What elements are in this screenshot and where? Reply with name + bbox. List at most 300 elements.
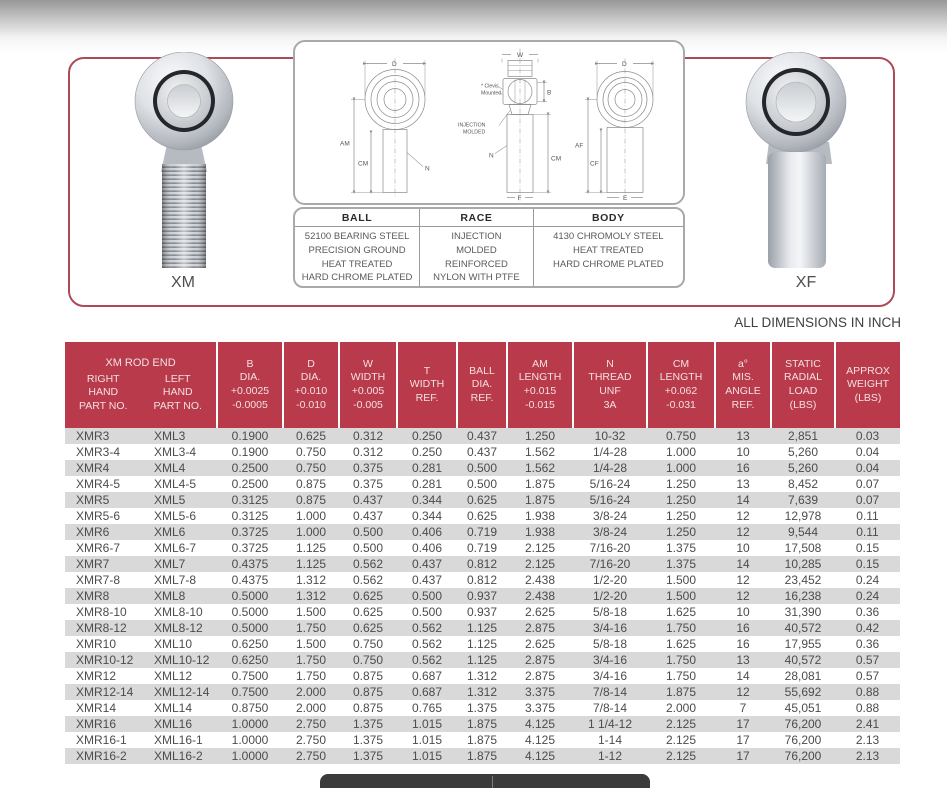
cell-value: 0.8750 (231, 701, 269, 715)
table-row (65, 428, 900, 444)
cell-value: 1-12 (597, 749, 623, 763)
dim-label-w: W (517, 52, 524, 59)
cell-right-part-no: XMR7-8 (76, 573, 121, 587)
xf-photo-label: XF (795, 274, 817, 291)
cell-value: 5/8-18 (592, 605, 628, 619)
cell-left-part-no: XML16 (154, 717, 193, 731)
cell-value: 0.437 (352, 493, 384, 507)
cell-value: 4.125 (524, 717, 556, 731)
materials-column-title: BALL (295, 209, 419, 227)
cell-value: 0.500 (352, 525, 384, 539)
cell-value: 1.625 (665, 605, 697, 619)
injection-note-line2: MOLDED (463, 129, 486, 136)
cell-value: 0.625 (466, 509, 498, 523)
table-row (65, 700, 900, 716)
cell-value: 12 (736, 685, 750, 699)
dim-label-f: F (517, 195, 522, 202)
cell-value: 0.375 (352, 461, 384, 475)
cell-value: 0.11 (856, 525, 879, 539)
cell-value: 0.42 (855, 621, 880, 635)
injection-note-line1: INJECTION (458, 122, 486, 129)
cell-value: 0.625 (295, 429, 327, 443)
cell-value: 1.125 (466, 653, 498, 667)
cell-value: 0.7500 (231, 685, 269, 699)
cell-right-part-no: XMR16-2 (76, 749, 127, 763)
cell-value: 0.437 (466, 445, 498, 459)
table-row (65, 732, 900, 748)
cell-left-part-no: XML4-5 (154, 477, 197, 491)
cell-value: 1.750 (665, 621, 697, 635)
cell-value: 0.2500 (231, 461, 269, 475)
cell-value: 1.500 (665, 573, 697, 587)
cell-value: 0.3125 (231, 493, 269, 507)
table-row (65, 604, 900, 620)
cell-right-part-no: XMR12 (76, 669, 117, 683)
cell-value: 76,200 (784, 717, 822, 731)
dim-label-cf: CF (590, 160, 599, 168)
cell-value: 1.875 (466, 733, 498, 747)
cell-value: 2.13 (855, 749, 880, 763)
cell-value: 0.500 (411, 605, 443, 619)
cell-value: 0.875 (352, 701, 384, 715)
cell-value: 0.1900 (231, 429, 269, 443)
cell-value: 2.000 (295, 685, 327, 699)
cell-value: 40,572 (784, 653, 822, 667)
cell-value: 40,572 (784, 621, 822, 635)
xm-photo-label: XM (171, 274, 195, 291)
cell-value: 2.438 (524, 573, 556, 587)
dim-label-cm-left: CM (358, 160, 369, 168)
table-row (65, 556, 900, 572)
cell-value: 0.875 (352, 669, 384, 683)
column-header-mis-angle: a° MIS. ANGLE REF. (715, 342, 771, 428)
cell-value: 1.312 (295, 573, 327, 587)
table-row (65, 508, 900, 524)
cell-right-part-no: XMR7 (76, 557, 110, 571)
cell-value: 12,978 (784, 509, 822, 523)
table-row (65, 572, 900, 588)
cell-value: 0.719 (466, 525, 498, 539)
cell-left-part-no: XML8 (154, 589, 186, 603)
cell-value: 1.750 (665, 669, 697, 683)
cell-value: 1.250 (665, 509, 697, 523)
cell-value: 3.375 (524, 685, 556, 699)
cell-value: 16 (736, 637, 750, 651)
table-row (65, 444, 900, 460)
cell-left-part-no: XML4 (154, 461, 186, 475)
cell-value: 0.5000 (231, 589, 269, 603)
technical-diagram (293, 40, 685, 205)
cell-value: 1.0000 (231, 733, 269, 747)
cell-value: 12 (736, 525, 750, 539)
column-header-w-width: W WIDTH +0.005 -0.005 (339, 342, 397, 428)
column-header-left-hand: LEFT HAND PART NO. (153, 372, 202, 412)
cell-value: 7/16-20 (589, 541, 631, 555)
cell-value: 1/2-20 (592, 573, 628, 587)
cell-value: 0.312 (352, 429, 384, 443)
cell-value: 1.015 (411, 717, 443, 731)
cell-value: 0.500 (466, 477, 498, 491)
cell-value: 0.5000 (231, 605, 269, 619)
cell-right-part-no: XMR10-12 (76, 653, 134, 667)
xf-product-photo (724, 52, 889, 274)
materials-column-race (419, 209, 533, 286)
cell-right-part-no: XMR6-7 (76, 541, 121, 555)
cell-value: 2.125 (665, 749, 697, 763)
table-row (65, 460, 900, 476)
cell-value: 0.88 (855, 685, 880, 699)
cell-left-part-no: XML3 (154, 429, 186, 443)
cell-value: 0.250 (411, 445, 443, 459)
cell-value: 0.281 (411, 461, 443, 475)
cell-value: 1.250 (665, 525, 697, 539)
bottom-toolbar[interactable] (320, 774, 650, 788)
cell-value: 7,639 (787, 493, 819, 507)
cell-value: 1.312 (466, 685, 498, 699)
cell-value: 0.11 (856, 509, 879, 523)
cell-value: 12 (736, 573, 750, 587)
cell-value: 1.375 (665, 541, 697, 555)
cell-value: 2.125 (665, 717, 697, 731)
bottom-toolbar-divider (492, 776, 493, 788)
materials-column-title: RACE (420, 209, 533, 227)
cell-value: 1.375 (352, 749, 384, 763)
cell-value: 1/4-28 (592, 461, 628, 475)
cell-value: 0.15 (855, 557, 880, 571)
cell-value: 55,692 (784, 685, 822, 699)
cell-value: 0.750 (352, 653, 384, 667)
cell-value: 0.406 (411, 525, 443, 539)
cell-value: 0.04 (855, 461, 880, 475)
cell-value: 1.015 (411, 749, 443, 763)
materials-column-lines: INJECTION MOLDED REINFORCED NYLON WITH PTFE (433, 231, 520, 284)
cell-value: 0.1900 (231, 445, 269, 459)
cell-value: 0.719 (466, 541, 498, 555)
cell-value: 17 (736, 749, 750, 763)
cell-value: 0.57 (855, 669, 880, 683)
table-header-row (65, 342, 900, 428)
cell-value: 0.3725 (231, 525, 269, 539)
cell-value: 0.562 (411, 653, 443, 667)
cell-value: 2.000 (295, 701, 327, 715)
cell-value: 1.938 (524, 525, 556, 539)
cell-value: 0.562 (411, 637, 443, 651)
cell-value: 7/8-14 (592, 701, 628, 715)
cell-value: 0.875 (352, 685, 384, 699)
cell-value: 13 (736, 429, 750, 443)
cell-value: 10,285 (784, 557, 822, 571)
column-header-cm-length: CM LENGTH +0.062 -0.031 (647, 342, 715, 428)
cell-value: 16,238 (784, 589, 822, 603)
cell-value: 14 (736, 557, 750, 571)
column-header-d-dia: D DIA. +0.010 -0.010 (283, 342, 339, 428)
cell-value: 0.312 (352, 445, 384, 459)
cell-value: 2.875 (524, 653, 556, 667)
cell-left-part-no: XML6 (154, 525, 186, 539)
cell-value: 0.562 (411, 621, 443, 635)
table-row (65, 636, 900, 652)
cell-value: 1.125 (295, 557, 327, 571)
cell-value: 8,452 (787, 477, 819, 491)
cell-value: 2.41 (855, 717, 880, 731)
cell-left-part-no: XML10-12 (154, 653, 210, 667)
cell-value: 76,200 (784, 733, 822, 747)
cell-value: 12 (736, 509, 750, 523)
cell-value: 17 (736, 733, 750, 747)
cell-value: 4.125 (524, 749, 556, 763)
cell-left-part-no: XML7 (154, 557, 186, 571)
cell-right-part-no: XMR4 (76, 461, 110, 475)
cell-value: 10-32 (594, 429, 626, 443)
cell-value: 1.000 (665, 461, 697, 475)
cell-value: 1.0000 (231, 717, 269, 731)
cell-left-part-no: XML16-2 (154, 749, 203, 763)
cell-value: 0.3125 (231, 509, 269, 523)
cell-value: 0.6250 (231, 637, 269, 651)
cell-value: 3.375 (524, 701, 556, 715)
cell-right-part-no: XMR4-5 (76, 477, 121, 491)
cell-value: 0.07 (855, 477, 880, 491)
cell-value: 0.04 (855, 445, 880, 459)
cell-value: 1.250 (524, 429, 556, 443)
cell-value: 0.750 (352, 637, 384, 651)
cell-value: 2,851 (787, 429, 819, 443)
cell-value: 1.375 (466, 701, 498, 715)
cell-value: 10 (736, 605, 750, 619)
table-row (65, 476, 900, 492)
cell-value: 0.07 (855, 493, 880, 507)
cell-value: 7/16-20 (589, 557, 631, 571)
cell-right-part-no: XMR8 (76, 589, 110, 603)
cell-value: 45,051 (784, 701, 822, 715)
table-row (65, 748, 900, 764)
cell-value: 0.750 (295, 445, 327, 459)
cell-value: 1.375 (352, 717, 384, 731)
cell-value: 0.24 (855, 589, 880, 603)
cell-value: 0.88 (855, 701, 880, 715)
column-header-am-length: AM LENGTH +0.015 -0.015 (507, 342, 573, 428)
diagram-left-view (340, 59, 430, 199)
clevis-note-line2: Mounted (481, 90, 502, 97)
cell-value: 5/16-24 (589, 493, 631, 507)
cell-value: 0.687 (411, 685, 443, 699)
dim-label-n-left: N (425, 165, 430, 173)
cell-left-part-no: XML5-6 (154, 509, 197, 523)
table-row (65, 716, 900, 732)
cell-value: 31,390 (784, 605, 822, 619)
cell-value: 10 (736, 541, 750, 555)
cell-value: 0.7500 (231, 669, 269, 683)
cell-value: 1.375 (352, 733, 384, 747)
cell-value: 2.750 (295, 749, 327, 763)
cell-right-part-no: XMR5 (76, 493, 110, 507)
cell-value: 1/2-20 (592, 589, 628, 603)
cell-right-part-no: XMR5-6 (76, 509, 121, 523)
cell-value: 1.125 (295, 541, 327, 555)
cell-value: 0.03 (855, 429, 880, 443)
cell-value: 0.437 (352, 509, 384, 523)
cell-value: 5,260 (787, 461, 819, 475)
cell-value: 0.24 (855, 573, 880, 587)
cell-value: 0.625 (466, 493, 498, 507)
dim-label-af: AF (575, 142, 584, 150)
cell-value: 2.125 (665, 733, 697, 747)
cell-value: 17,955 (784, 637, 822, 651)
cell-value: 0.406 (411, 541, 443, 555)
cell-value: 0.625 (352, 605, 384, 619)
dim-label-d-right: D (622, 61, 627, 68)
cell-value: 0.437 (466, 429, 498, 443)
cell-value: 16 (736, 621, 750, 635)
cell-value: 2.125 (524, 557, 556, 571)
cell-value: 0.2500 (231, 477, 269, 491)
cell-value: 0.625 (352, 589, 384, 603)
cell-right-part-no: XMR8-10 (76, 605, 127, 619)
cell-value: 14 (736, 493, 750, 507)
cell-value: 1.500 (665, 589, 697, 603)
cell-value: 0.562 (352, 557, 384, 571)
cell-value: 2.438 (524, 589, 556, 603)
cell-value: 2.625 (524, 605, 556, 619)
cell-value: 0.5000 (231, 621, 269, 635)
cell-right-part-no: XMR3 (76, 429, 110, 443)
column-header-b-dia: B DIA. +0.0025 -0.0005 (217, 342, 283, 428)
cell-value: 1.312 (466, 669, 498, 683)
cell-value: 0.625 (352, 621, 384, 635)
rod-end-dimension-drawing (295, 42, 683, 203)
cell-value: 1-14 (597, 733, 623, 747)
cell-value: 0.250 (411, 429, 443, 443)
cell-value: 1.500 (295, 637, 327, 651)
cell-value: 13 (736, 477, 750, 491)
spec-table (65, 342, 900, 764)
cell-value: 9,544 (787, 525, 819, 539)
cell-left-part-no: XML14 (154, 701, 193, 715)
materials-column-title: BODY (534, 209, 683, 227)
cell-value: 4.125 (524, 733, 556, 747)
cell-value: 5,260 (787, 445, 819, 459)
cell-value: 13 (736, 653, 750, 667)
column-header-part-numbers (65, 342, 217, 428)
cell-right-part-no: XMR14 (76, 701, 117, 715)
cell-value: 0.281 (411, 477, 443, 491)
cell-value: 5/8-18 (592, 637, 628, 651)
cell-value: 1.250 (665, 493, 697, 507)
materials-column-body (533, 209, 683, 286)
cell-right-part-no: XMR16-1 (76, 733, 127, 747)
cell-value: 76,200 (784, 749, 822, 763)
cell-left-part-no: XML12 (154, 669, 193, 683)
cell-left-part-no: XML8-12 (154, 621, 203, 635)
cell-value: 0.937 (466, 589, 498, 603)
cell-right-part-no: XMR16 (76, 717, 117, 731)
cell-value: 2.625 (524, 637, 556, 651)
cell-value: 0.375 (352, 477, 384, 491)
cell-value: 5/16-24 (589, 477, 631, 491)
materials-column-lines: 52100 BEARING STEEL PRECISION GROUND HEAT TREATED HARD CHROME PLATED (301, 231, 413, 284)
table-row (65, 588, 900, 604)
cell-value: 10 (736, 445, 750, 459)
cell-value: 1.125 (466, 621, 498, 635)
cell-value: 0.344 (411, 509, 443, 523)
column-header-static-load: STATIC RADIAL LOAD (LBS) (771, 342, 835, 428)
cell-value: 23,452 (784, 573, 822, 587)
cell-value: 1.750 (295, 621, 327, 635)
cell-left-part-no: XML5 (154, 493, 186, 507)
dimensions-note: ALL DIMENSIONS IN INCH (734, 315, 901, 330)
dim-label-cm-middle: CM (551, 155, 562, 163)
cell-value: 1.875 (466, 749, 498, 763)
cell-value: 0.875 (295, 477, 327, 491)
cell-value: 0.562 (352, 573, 384, 587)
cell-left-part-no: XML7-8 (154, 573, 197, 587)
cell-value: 1.750 (295, 669, 327, 683)
table-row (65, 684, 900, 700)
cell-value: 1.000 (295, 509, 327, 523)
cell-value: 0.3725 (231, 541, 269, 555)
cell-right-part-no: XMR12-14 (76, 685, 134, 699)
table-row (65, 620, 900, 636)
cell-value: 0.437 (411, 573, 443, 587)
cell-value: 1.938 (524, 509, 556, 523)
cell-value: 0.500 (411, 589, 443, 603)
cell-value: 17,508 (784, 541, 822, 555)
cell-value: 1.250 (665, 477, 697, 491)
spec-table-body (65, 428, 900, 764)
cell-value: 2.875 (524, 669, 556, 683)
cell-value: 1.000 (295, 525, 327, 539)
cell-left-part-no: XML16-1 (154, 733, 203, 747)
cell-value: 1.0000 (231, 749, 269, 763)
cell-value: 28,081 (784, 669, 822, 683)
cell-value: 7/8-14 (592, 685, 628, 699)
dim-label-e: E (623, 195, 628, 202)
column-header-t-width: T WIDTH REF. (397, 342, 457, 428)
dim-label-am: AM (340, 140, 350, 148)
cell-value: 0.812 (466, 557, 498, 571)
cell-value: 1.312 (295, 589, 327, 603)
cell-value: 2.750 (295, 717, 327, 731)
cell-value: 1.875 (524, 477, 556, 491)
column-header-n-thread: N THREAD UNF 3A (573, 342, 647, 428)
cell-value: 2.875 (524, 621, 556, 635)
cell-value: 3/4-16 (592, 669, 628, 683)
cell-value: 3/4-16 (592, 621, 628, 635)
diagram-middle-view (458, 49, 561, 203)
table-row (65, 524, 900, 540)
cell-value: 1.750 (665, 653, 697, 667)
cell-value: 0.750 (295, 461, 327, 475)
table-row (65, 668, 900, 684)
cell-value: 1.015 (411, 733, 443, 747)
cell-value: 0.937 (466, 605, 498, 619)
cell-value: 0.765 (411, 701, 443, 715)
cell-value: 0.36 (855, 605, 880, 619)
dim-label-b: B (547, 89, 552, 97)
cell-value: 14 (736, 669, 750, 683)
cell-value: 2.750 (295, 733, 327, 747)
xm-product-photo (103, 52, 263, 274)
table-row (65, 540, 900, 556)
cell-value: 1.125 (466, 637, 498, 651)
cell-value: 0.344 (411, 493, 443, 507)
cell-value: 1.875 (524, 493, 556, 507)
cell-value: 1.875 (665, 685, 697, 699)
cell-value: 3/8-24 (592, 509, 628, 523)
cell-value: 0.57 (855, 653, 880, 667)
cell-right-part-no: XMR8-12 (76, 621, 127, 635)
cell-value: 7 (739, 701, 747, 715)
